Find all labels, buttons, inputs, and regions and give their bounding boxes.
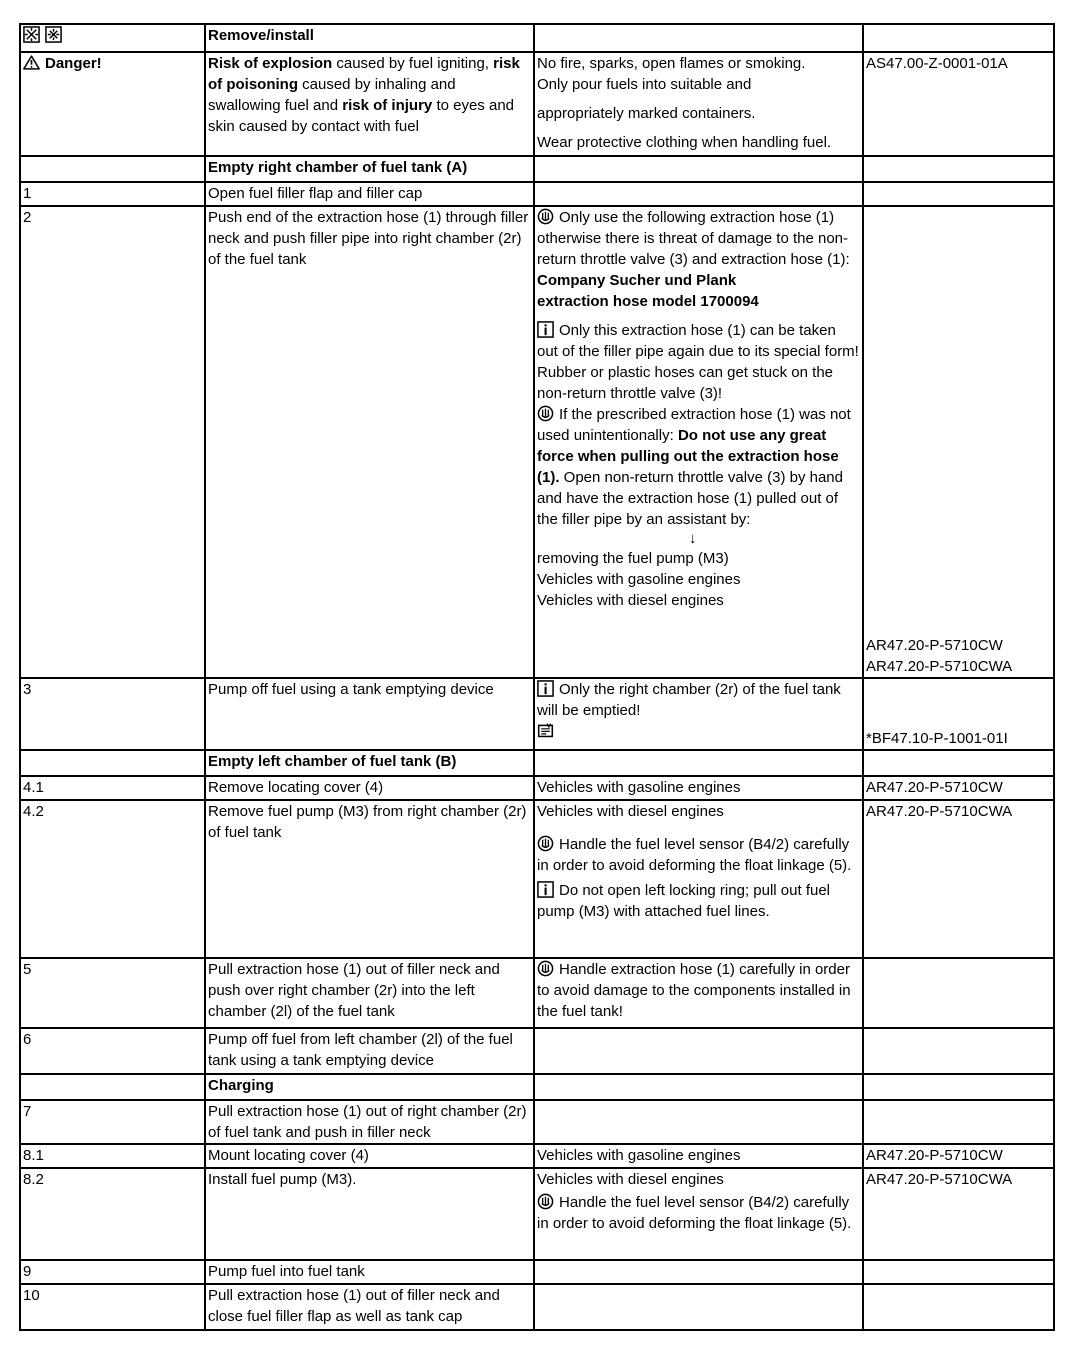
step-row <box>20 1144 1054 1168</box>
danger-ref: AS47.00-Z-0001-01A <box>863 52 1054 156</box>
step-number: 6 <box>20 1028 205 1074</box>
step-row <box>20 776 1054 800</box>
info-icon <box>537 680 554 697</box>
step-number: 1 <box>20 182 205 206</box>
step-number: 3 <box>20 678 205 750</box>
step-number: 9 <box>20 1260 205 1284</box>
step-row <box>20 1284 1054 1330</box>
danger-description: Risk of explosion caused by fuel igniting, risk of poisoning caused by inhaling and swallowing fuel and risk of injury to eyes and skin caused by contact with fuel <box>205 52 534 156</box>
step-ref: AR47.20-P-5710CWA <box>863 1168 1054 1260</box>
step-action: Pull extraction hose (1) out of filler neck and push over right chamber (2r) into the left chamber (2l) of the fuel tank <box>205 958 534 1028</box>
section-a-title: Empty right chamber of fuel tank (A) <box>205 156 534 182</box>
caution-stop-icon <box>537 835 554 852</box>
header-title: Remove/install <box>205 24 534 52</box>
caution-stop-icon <box>537 405 554 422</box>
step-ref: AR47.20-P-5710CWA <box>863 800 1054 958</box>
section-c-title: Charging <box>205 1074 534 1100</box>
step-number: 8.2 <box>20 1168 205 1260</box>
step-action: Pump off fuel from left chamber (2l) of the fuel tank using a tank emptying device <box>205 1028 534 1074</box>
step-number: 4.1 <box>20 776 205 800</box>
step-action: Pump off fuel using a tank emptying device <box>205 678 534 750</box>
section-b-title: Empty left chamber of fuel tank (B) <box>205 750 534 776</box>
warning-triangle-icon <box>23 54 40 71</box>
down-arrow-icon: ↓ <box>689 530 697 547</box>
header-icons-cell <box>20 24 205 52</box>
step-notes: Only the right chamber (2r) of the fuel tank will be emptied! <box>534 678 863 750</box>
step-number: 10 <box>20 1284 205 1330</box>
danger-label: Danger! <box>45 55 102 72</box>
header-row <box>20 24 1054 52</box>
step-refs: AR47.20-P-5710CW AR47.20-P-5710CWA <box>863 206 1054 678</box>
step-action: Open fuel filler flap and filler cap <box>205 182 534 206</box>
document-icon <box>537 722 554 739</box>
step-action: Remove fuel pump (M3) from right chamber (2r) of fuel tank <box>205 800 534 958</box>
step-row <box>20 800 1054 958</box>
step-number: 2 <box>20 206 205 678</box>
step-row <box>20 678 1054 750</box>
step-condition: Vehicles with gasoline engines <box>534 1144 863 1168</box>
info-icon <box>537 881 554 898</box>
install-symbol-icon <box>45 26 62 43</box>
step-action: Pull extraction hose (1) out of filler neck and close fuel filler flap as well as tank cap <box>205 1284 534 1330</box>
step-row <box>20 1168 1054 1260</box>
info-icon <box>537 321 554 338</box>
section-c-row <box>20 1074 1054 1100</box>
step-action: Pull extraction hose (1) out of right chamber (2r) of fuel tank and push in filler neck <box>205 1100 534 1144</box>
step-action: Mount locating cover (4) <box>205 1144 534 1168</box>
danger-row <box>20 52 1054 156</box>
section-b-row <box>20 750 1054 776</box>
step-action: Remove locating cover (4) <box>205 776 534 800</box>
danger-measures: No fire, sparks, open flames or smoking. Only pour fuels into suitable and appropriately marked containers. Wear protective clothing when handling fuel. <box>534 52 863 156</box>
step-row <box>20 182 1054 206</box>
step-notes: Only use the following extraction hose (1) otherwise there is threat of damage to the non-return throttle valve (3) and extraction hose (1): Company Sucher und Plank extraction hose model 1700094 Only this extraction hose (1) can be taken out of the filler pipe again due to its special form! Rubber or plastic hoses can get stuck on the non-return throttle valve (3)! If the prescribed extraction hose (1) was not used unintentionally: Do not use any great force when pulling out the extraction hose (1). Open non-return throttle valve (3) by hand and have the extraction hose (1) pulled out of the filler pipe by an assistant by: ↓ removing the fuel pump (M3) Vehicles with gasoline engines Vehicles with diesel engines <box>534 206 863 678</box>
step-row <box>20 958 1054 1028</box>
step-notes: Handle extraction hose (1) carefully in order to avoid damage to the components installed in the fuel tank! <box>534 958 863 1028</box>
remove-symbol-icon <box>23 26 40 43</box>
step-row <box>20 1260 1054 1284</box>
procedure-table <box>19 23 1055 1331</box>
step-action: Install fuel pump (M3). <box>205 1168 534 1260</box>
step-row <box>20 206 1054 678</box>
section-a-row <box>20 156 1054 182</box>
step-notes: Vehicles with diesel engines Handle the fuel level sensor (B4/2) carefully in order to avoid deforming the float linkage (5). Do not open left locking ring; pull out fuel pump (M3) with attached fuel lines. <box>534 800 863 958</box>
step-ref: AR47.20-P-5710CW <box>863 1144 1054 1168</box>
step-number: 7 <box>20 1100 205 1144</box>
step-number: 4.2 <box>20 800 205 958</box>
step-number: 5 <box>20 958 205 1028</box>
step-ref: AR47.20-P-5710CW <box>863 776 1054 800</box>
caution-stop-icon <box>537 960 554 977</box>
caution-stop-icon <box>537 208 554 225</box>
step-condition: Vehicles with gasoline engines <box>534 776 863 800</box>
step-row <box>20 1028 1054 1074</box>
step-number: 8.1 <box>20 1144 205 1168</box>
step-action: Push end of the extraction hose (1) through filler neck and push filler pipe into right chamber (2r) of the fuel tank <box>205 206 534 678</box>
step-row <box>20 1100 1054 1144</box>
step-refs: *BF47.10-P-1001-01I <box>863 678 1054 750</box>
step-notes: Vehicles with diesel engines Handle the fuel level sensor (B4/2) carefully in order to avoid deforming the float linkage (5). <box>534 1168 863 1260</box>
step-action: Pump fuel into fuel tank <box>205 1260 534 1284</box>
caution-stop-icon <box>537 1193 554 1210</box>
